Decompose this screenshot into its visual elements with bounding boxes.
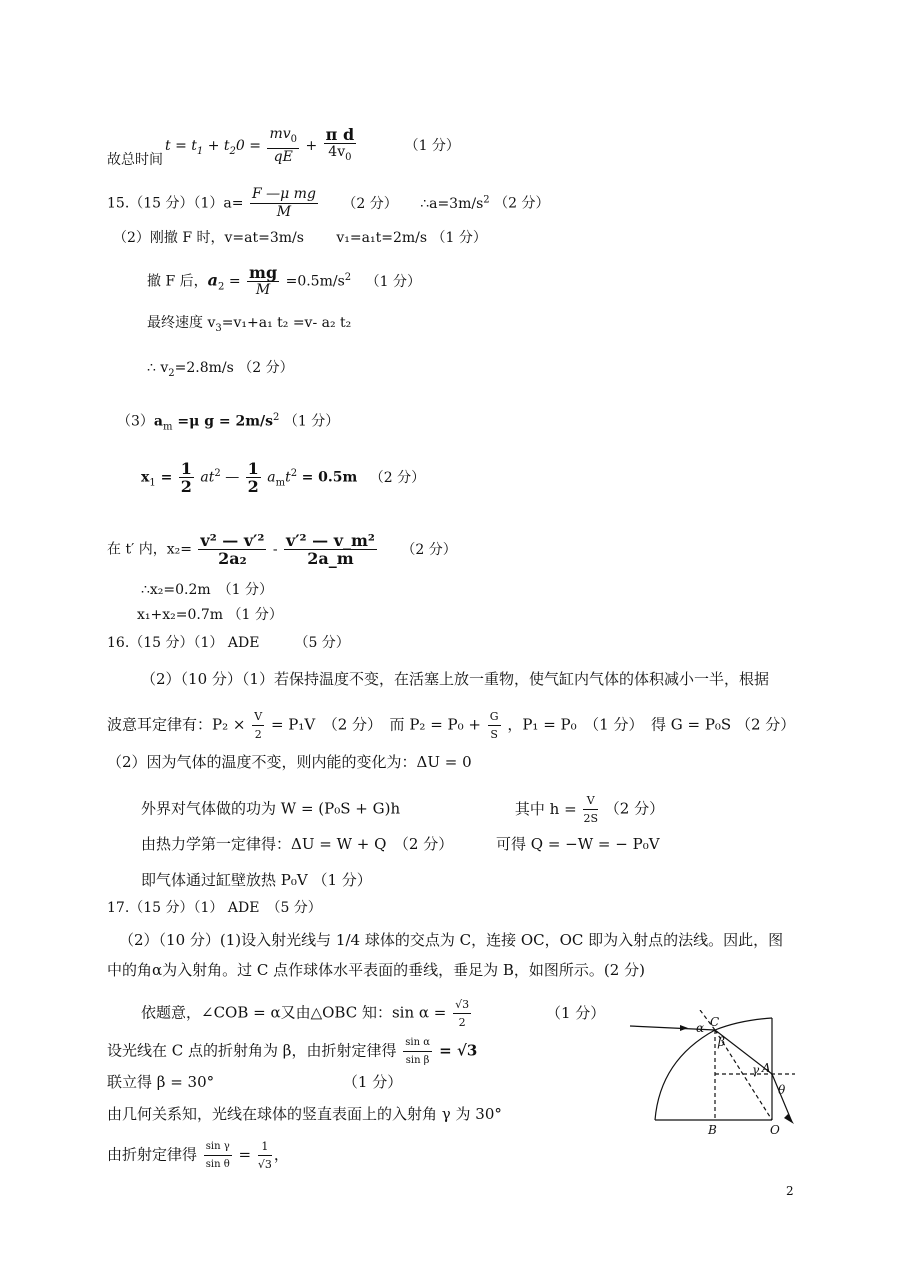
label-alpha: α	[696, 1021, 705, 1035]
q15-sum: x₁+x₂=0.7m （1 分）	[137, 607, 283, 623]
q17-part2-line2: 中的角α为入射角。过 C 点作球体水平表面的垂线，垂足为 B，如图所示。(2 分)	[107, 961, 645, 979]
page-number: 2	[786, 1184, 794, 1198]
total-time-label: 故总时间	[107, 152, 163, 168]
label-b: B	[708, 1123, 717, 1135]
q15-part3: $(3)a_m =\mu$ $g = 2m/s^2$ （1 分）	[117, 412, 340, 433]
q15-x1: $x_1$ = $\frac{1}{2}$ $at^2$ — $\frac{1}{2}$ $a_mt^2 = 0.5m$ （2 分）	[141, 459, 426, 496]
q15-final-speed: 最终速度 $v_3=v_1+a_1$ t₂ =v- a₂ t₂	[147, 315, 352, 334]
label-o: O	[770, 1123, 780, 1135]
optics-figure	[620, 1010, 800, 1135]
q17-part1: 17.（15 分）（1） ADE （5 分）	[107, 900, 322, 916]
label-c: C	[710, 1015, 720, 1029]
q15-x2-result: ∴x₂=0.2m （1 分）	[141, 582, 274, 598]
q15-x2: 在 t′ 内，x₂= $\frac{\text{v² — v′²}}{\text{2a₂}}$ - $\frac{\text{v′² — v\_m²}}{2a\_m}$ （2 分）	[107, 531, 457, 568]
label-theta: θ	[778, 1083, 786, 1097]
label-gamma: γ	[752, 1063, 760, 1077]
q16-work: 外界对气体做的功为 W = (P₀S + G)h 其中 h = $\frac{V}{2S}$ （2 分）	[141, 794, 665, 825]
q16-part2-intro: （2）（10 分）（1）若保持温度不变，在活塞上放一重物，使气缸内气体的体积减小一半，根据	[141, 670, 769, 688]
q15-v2: ∴ $v_2=2.8m/s$ （2 分）	[147, 360, 294, 379]
q15-part2: （2）刚撤 F 时，v=at=3m/s v₁=a₁t=2m/s （1 分）	[113, 230, 487, 246]
label-beta: β	[718, 1035, 725, 1049]
label-a: A	[762, 1061, 771, 1075]
q15-a2: 撤 F 后，$a_2$ = $\frac{mg}{M}$ $=0.5m/s^2$ （1 分）	[147, 263, 421, 298]
q17-part2-line1: （2）（10 分）(1)设入射光线与 1/4 球体的交点为 C，连接 OC，OC 即为入射点的法线。因此，图	[119, 931, 784, 949]
q17-refraction: 设光线在 C 点的折射角为 β，由折射定律得 $\frac{\text{sin α}}{\text{sin β}}$ = √3	[107, 1034, 477, 1069]
q16-internal-energy: （2）因为气体的温度不变，则内能的变化为：ΔU = 0	[107, 753, 472, 771]
q16-first-law: 由热力学第一定律得：ΔU = W + Q （2 分） 可得 Q = −W = − P₀V	[141, 835, 660, 853]
q16-result: 即气体通过缸壁放热 P₀V （1 分）	[141, 871, 372, 889]
q17-final: 由折射定律得 $\frac{\text{sin γ}}{\text{sin θ}}$ = $\frac{1}{√3}$ ，	[107, 1140, 289, 1171]
total-time-formula: $t = t_1 + t_20$ = $\frac{mv_0}{qE}$ + $\frac{\text{π d}}{4v_0}$ （1 分）	[165, 125, 460, 165]
outgoing-ray	[772, 1074, 792, 1122]
q17-gamma: 由几何关系知，光线在球体的竖直表面上的入射角 γ 为 30°	[107, 1105, 502, 1123]
q16-part1: 16.（15 分）（1） ADE （5 分）	[107, 635, 350, 651]
q17-beta: 联立得 β = 30° （1 分）	[107, 1073, 403, 1091]
q17-sin-alpha: 依题意，∠COB = α又由△OBC 知：sin α = $\frac{√3}{2}$ （1 分）	[141, 998, 606, 1029]
q15-part1: 15.（15 分）（1）a= $\frac{\text{F —μ mg}}{M}$ （2 分） $\therefore a=3m/s^2$ （2 分）	[107, 186, 550, 220]
q16-boyle-law: 波意耳定律有：P₂ × $\frac{V}{2}$ = P₁V （2 分） 而 P₂ = P₀ + $\frac{G}{S}$ ，P₁ = P₀ （1 分） 得 G = P₀S （2 分）	[107, 710, 796, 741]
